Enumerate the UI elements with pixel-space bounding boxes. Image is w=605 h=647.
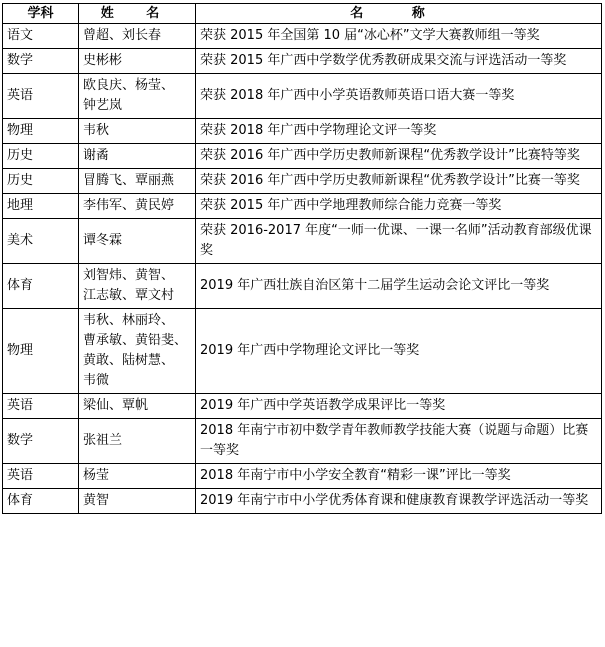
subject-cell: 历史: [3, 144, 79, 169]
award-cell: 荣获 2015 年全国第 10 届“冰心杯”文学大赛教师组一等奖: [196, 24, 602, 49]
header-name: 姓 名: [79, 4, 196, 24]
name-line: 江志敏、覃文村: [83, 288, 175, 303]
table-row: [3, 309, 602, 394]
subject-cell: 数学: [3, 49, 79, 74]
table-row: [3, 419, 602, 464]
subject-cell: 美术: [3, 219, 79, 264]
name-line: 曹承敏、黄铅斐、: [83, 333, 188, 348]
name-line: 张祖兰: [83, 433, 123, 448]
table-row: [3, 144, 602, 169]
name-line: 欧良庆、杨莹、: [83, 78, 175, 93]
table-row: [3, 489, 602, 514]
subject-cell: 历史: [3, 169, 79, 194]
name-cell: [79, 169, 196, 194]
name-cell: [79, 309, 196, 394]
name-line: 钟艺岚: [83, 98, 123, 113]
name-line: 韦微: [83, 373, 110, 388]
name-line: 梁仙、覃帆: [83, 398, 149, 413]
subject-cell: 语文: [3, 24, 79, 49]
name-line: 韦秋: [83, 123, 110, 138]
award-cell: 2019 年广西壮族自治区第十二届学生运动会论文评比一等奖: [196, 264, 602, 309]
awards-table: [2, 3, 602, 514]
name-line: 曾超、刘长春: [83, 28, 162, 43]
name-cell: [79, 144, 196, 169]
award-cell: 荣获 2015 年广西中学地理教师综合能力竞赛一等奖: [196, 194, 602, 219]
name-cell: [79, 219, 196, 264]
name-line: 李伟军、黄民婷: [83, 198, 175, 213]
name-line: 冒腾飞、覃丽燕: [83, 173, 175, 188]
subject-cell: 体育: [3, 489, 79, 514]
subject-cell: 英语: [3, 464, 79, 489]
header-award: 名 称: [196, 4, 602, 24]
award-cell: 荣获 2016-2017 年度“一师一优课、一课一名师”活动教育部级优课奖: [196, 219, 602, 264]
header-subject: 学科: [3, 4, 79, 24]
subject-cell: 英语: [3, 394, 79, 419]
award-rows: [3, 24, 602, 514]
name-cell: [79, 74, 196, 119]
subject-cell: 数学: [3, 419, 79, 464]
award-cell: 荣获 2018 年广西中学物理论文评一等奖: [196, 119, 602, 144]
subject-cell: 地理: [3, 194, 79, 219]
name-line: 韦秋、林丽玲、: [83, 313, 175, 328]
table-row: [3, 49, 602, 74]
name-cell: [79, 464, 196, 489]
table-row: [3, 119, 602, 144]
table-row: [3, 169, 602, 194]
table-row: [3, 464, 602, 489]
subject-cell: 物理: [3, 309, 79, 394]
name-cell: [79, 419, 196, 464]
name-cell: [79, 489, 196, 514]
name-line: 刘智炜、黄智、: [83, 268, 175, 283]
table-row: [3, 394, 602, 419]
award-cell: 荣获 2016 年广西中学历史教师新课程“优秀教学设计”比赛一等奖: [196, 169, 602, 194]
subject-cell: 物理: [3, 119, 79, 144]
subject-cell: 体育: [3, 264, 79, 309]
header-row: [3, 4, 602, 24]
award-cell: 荣获 2018 年广西中小学英语教师英语口语大赛一等奖: [196, 74, 602, 119]
name-line: 黄智: [83, 493, 110, 508]
name-cell: [79, 194, 196, 219]
name-cell: [79, 264, 196, 309]
name-cell: [79, 394, 196, 419]
name-cell: [79, 119, 196, 144]
name-cell: [79, 24, 196, 49]
name-line: 杨莹: [83, 468, 110, 483]
table-row: [3, 219, 602, 264]
name-cell: [79, 49, 196, 74]
award-cell: 2019 年广西中学英语教学成果评比一等奖: [196, 394, 602, 419]
table-row: [3, 74, 602, 119]
award-cell: 2019 年广西中学物理论文评比一等奖: [196, 309, 602, 394]
award-cell: 2019 年南宁市中小学优秀体育课和健康教育课教学评选活动一等奖: [196, 489, 602, 514]
name-line: 史彬彬: [83, 53, 123, 68]
award-cell: 2018 年南宁市初中数学青年教师教学技能大赛（说题与命题）比赛一等奖: [196, 419, 602, 464]
award-cell: 2018 年南宁市中小学安全教育“精彩一课”评比一等奖: [196, 464, 602, 489]
name-line: 谭冬霖: [83, 233, 123, 248]
table-row: [3, 24, 602, 49]
award-cell: 荣获 2016 年广西中学历史教师新课程“优秀教学设计”比赛特等奖: [196, 144, 602, 169]
table-row: [3, 194, 602, 219]
name-line: 谢矞: [83, 148, 110, 163]
award-cell: 荣获 2015 年广西中学数学优秀教研成果交流与评选活动一等奖: [196, 49, 602, 74]
table-row: [3, 264, 602, 309]
name-line: 黄敢、陆树慧、: [83, 353, 175, 368]
subject-cell: 英语: [3, 74, 79, 119]
